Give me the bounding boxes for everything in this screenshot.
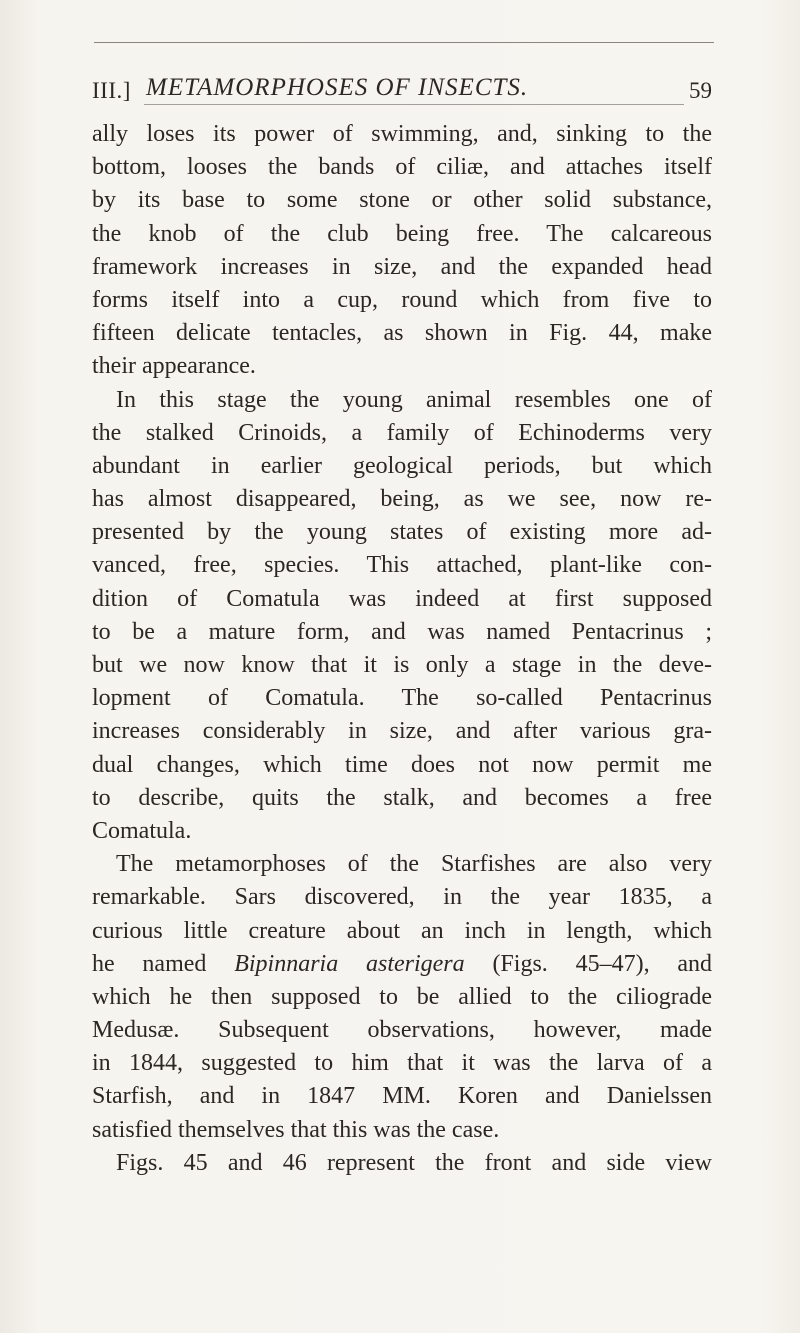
text-line: curious little creature about an inch in length, which xyxy=(92,917,712,944)
text-line: in 1844, suggested to him that it was the larva of a xyxy=(92,1050,712,1077)
text-line: but we now know that it is only a stage in the deve- xyxy=(92,652,712,678)
text-line: dition of Comatula was indeed at first supposed xyxy=(92,585,712,612)
text-line: their appearance. xyxy=(92,353,256,380)
text-line: abundant in earlier geological periods, but which xyxy=(92,452,712,479)
text-line: increases considerably in size, and after various gra- xyxy=(92,718,712,745)
text-run: he named xyxy=(92,950,235,977)
top-rule xyxy=(94,42,714,43)
text-line: ally loses its power of swimming, and, sinking to the xyxy=(92,121,712,147)
text-line: to describe, quits the stalk, and becomes a free xyxy=(92,784,712,811)
header-rule xyxy=(144,104,684,105)
text-line: Starfish, and in 1847 MM. Koren and Danielssen xyxy=(92,1083,712,1110)
text-line: Figs. 45 and 46 represent the front and side view xyxy=(116,1149,712,1176)
text-line: fifteen delicate tentacles, as shown in Fig. 44, make xyxy=(92,320,712,347)
page-number: 59 xyxy=(689,78,712,103)
text-line: Comatula. xyxy=(92,817,192,844)
text-line: dual changes, which time does not now permit me xyxy=(92,751,712,778)
text-line: In this stage the young animal resembles one of xyxy=(116,386,712,413)
text-line: bottom, looses the bands of ciliæ, and attaches itself xyxy=(92,154,712,181)
text-line: satisfied themselves that this was the case. xyxy=(92,1116,500,1143)
text-line-with-italic xyxy=(92,948,712,981)
text-line: by its base to some stone or other solid substance, xyxy=(92,187,712,214)
running-title: METAMORPHOSES OF INSECTS. xyxy=(146,74,529,101)
chapter-marker: III.] xyxy=(92,78,131,103)
text-line: Medusæ. Subsequent observations, however, made xyxy=(92,1017,712,1044)
text-line: which he then supposed to be allied to the ciliograde xyxy=(92,983,712,1010)
text-line: presented by the young states of existing more ad- xyxy=(92,519,712,546)
text-line: framework increases in size, and the expanded head xyxy=(92,253,712,280)
text-line: forms itself into a cup, round which from five to xyxy=(92,286,712,313)
text-line: remarkable. Sars discovered, in the year 1835, a xyxy=(92,884,712,911)
page-header xyxy=(92,74,712,108)
text-line: has almost disappeared, being, as we see, now re- xyxy=(92,486,712,513)
text-line: The metamorphoses of the Starfishes are also very xyxy=(116,851,712,878)
text-line: to be a mature form, and was named Pentacrinus ; xyxy=(92,618,712,645)
text-line: vanced, free, species. This attached, plant-like con- xyxy=(92,552,712,579)
text-line: the stalked Crinoids, a family of Echinoderms very xyxy=(92,419,712,446)
text-line: lopment of Comatula. The so-called Pentacrinus xyxy=(92,685,712,712)
species-name: Bipinnaria asterigera xyxy=(234,950,465,977)
body-text xyxy=(92,118,712,1180)
text-run: (Figs. 45–47), and xyxy=(464,950,713,977)
text-line: the knob of the club being free. The calcareous xyxy=(92,220,712,247)
